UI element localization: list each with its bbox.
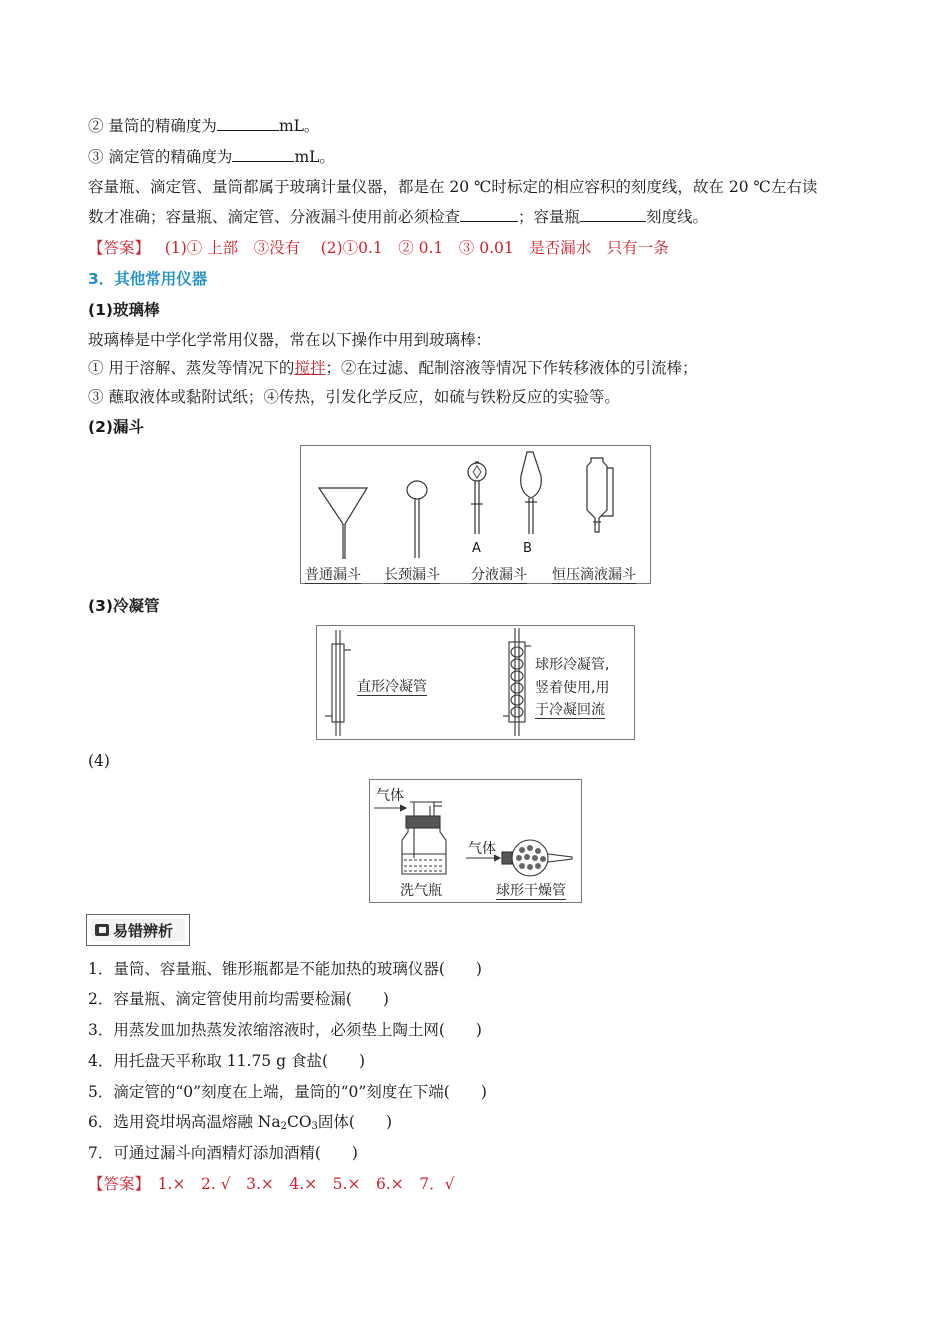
question-2: 2．容量瓶、滴定管使用前均需要检漏( ) bbox=[88, 990, 389, 1008]
condenser-figure bbox=[316, 625, 635, 740]
blank bbox=[460, 207, 518, 222]
subheading-funnel: (2)漏斗 bbox=[88, 418, 144, 436]
answer-line-1 bbox=[88, 238, 669, 258]
text: 固体( ) bbox=[317, 1113, 393, 1131]
text: ② 量筒的精确度为 bbox=[88, 117, 217, 135]
blank bbox=[580, 207, 646, 222]
glass-rod-intro: 玻璃棒是中学化学常用仪器，常在以下操作中用到玻璃棒： bbox=[88, 331, 492, 349]
text: CO bbox=[286, 1113, 312, 1131]
text: 恒压滴液漏斗 bbox=[552, 567, 636, 583]
label-straight-condenser bbox=[357, 676, 427, 696]
text: 普通漏斗 bbox=[305, 567, 361, 583]
error-analysis-badge bbox=[86, 914, 190, 946]
text: 直形冷凝管 bbox=[357, 679, 427, 695]
label-gas-1: 气体 bbox=[376, 788, 404, 804]
label-a: A bbox=[472, 541, 481, 556]
label-wash-bottle: 洗气瓶 bbox=[400, 883, 442, 899]
text: ① 用于溶解、蒸发等情况下的 bbox=[88, 359, 295, 377]
label-bulb-condenser-1: 球形冷凝管, bbox=[535, 657, 610, 673]
line-burette-precision bbox=[88, 147, 335, 167]
question-6 bbox=[88, 1112, 392, 1137]
badge-label: 易错辨析 bbox=[113, 922, 174, 940]
question-5: 5．滴定管的“0”刻度在上端，量筒的“0”刻度在下端( ) bbox=[88, 1083, 487, 1101]
text: 6．选用瓷坩埚高温熔融 Na bbox=[88, 1113, 281, 1131]
text: 数才准确；容量瓶、滴定管、分液漏斗使用前必须检查 bbox=[88, 208, 461, 226]
answer-label: 【答案】 bbox=[88, 239, 151, 257]
answer-text: (1)① 上部 ③没有 (2)①0.1 ② 0.1 ③ 0.01 是否漏水 只有一条 bbox=[164, 239, 669, 257]
text: 分液漏斗 bbox=[471, 567, 527, 583]
question-1: 1．量筒、容量瓶、锥形瓶都是不能加热的玻璃仪器( ) bbox=[88, 960, 482, 978]
funnel-drawing bbox=[301, 446, 650, 583]
label-ordinary-funnel bbox=[305, 564, 361, 584]
glass-rod-use-2: ③ 蘸取液体或黏附试纸；④传热，引发化学反应，如硫与铁粉反应的实验等。 bbox=[88, 388, 620, 406]
gas-figure bbox=[369, 779, 582, 903]
label-drying-tube bbox=[496, 880, 566, 900]
subheading-condenser: (3)冷凝管 bbox=[88, 597, 160, 615]
answer-line-2 bbox=[88, 1174, 454, 1194]
paragraph-line-1: 容量瓶、滴定管、量筒都属于玻璃计量仪器，都是在 20 ℃时标定的相应容积的刻度线，故在 20 ℃左右读 bbox=[88, 178, 818, 196]
paragraph-line-2 bbox=[88, 207, 708, 227]
text: mL。 bbox=[278, 117, 320, 135]
answer-label: 【答案】 bbox=[88, 1175, 143, 1193]
text: 于冷凝回流 bbox=[535, 702, 605, 718]
label-pressure-funnel bbox=[552, 564, 636, 584]
text: 球形干燥管 bbox=[496, 883, 566, 899]
label-b: B bbox=[523, 541, 532, 556]
text: ；容量瓶 bbox=[518, 208, 581, 226]
text: ；②在过滤、配制溶液等情况下作转移液体的引流棒； bbox=[325, 359, 698, 377]
section-heading-other-instruments: 3．其他常用仪器 bbox=[88, 270, 208, 288]
text: 刻度线。 bbox=[646, 208, 709, 226]
blank bbox=[232, 147, 294, 162]
subheading-glass-rod: (1)玻璃棒 bbox=[88, 301, 160, 319]
c-icon bbox=[95, 924, 109, 936]
label-separatory-funnel bbox=[471, 564, 527, 584]
text: 长颈漏斗 bbox=[384, 567, 440, 583]
highlight-stir: 搅拌 bbox=[294, 359, 326, 377]
glass-rod-use-1 bbox=[88, 358, 697, 378]
question-3: 3．用蒸发皿加热蒸发浓缩溶液时，必须垫上陶土网( ) bbox=[88, 1021, 482, 1039]
blank bbox=[217, 116, 279, 131]
text: ③ 滴定管的精确度为 bbox=[88, 148, 233, 166]
label-long-neck-funnel bbox=[384, 564, 440, 584]
subheading-item-4: (4) bbox=[88, 752, 110, 770]
label-bulb-condenser-3 bbox=[535, 699, 605, 719]
funnel-figure bbox=[300, 445, 651, 584]
subscript: 3 bbox=[311, 1121, 318, 1132]
question-7: 7．可通过漏斗向酒精灯添加酒精( ) bbox=[88, 1144, 358, 1162]
label-bulb-condenser-2: 竖着使用,用 bbox=[535, 680, 610, 696]
answer-text: 1.× 2. √ 3.× 4.× 5.× 6.× 7．√ bbox=[142, 1175, 455, 1193]
question-4: 4．用托盘天平称取 11.75 g 食盐( ) bbox=[88, 1052, 366, 1070]
badge-background bbox=[91, 919, 185, 941]
text: mL。 bbox=[294, 148, 335, 166]
subscript: 2 bbox=[280, 1121, 287, 1132]
label-gas-2: 气体 bbox=[468, 841, 496, 857]
line-measuring-cylinder-precision bbox=[88, 116, 319, 136]
